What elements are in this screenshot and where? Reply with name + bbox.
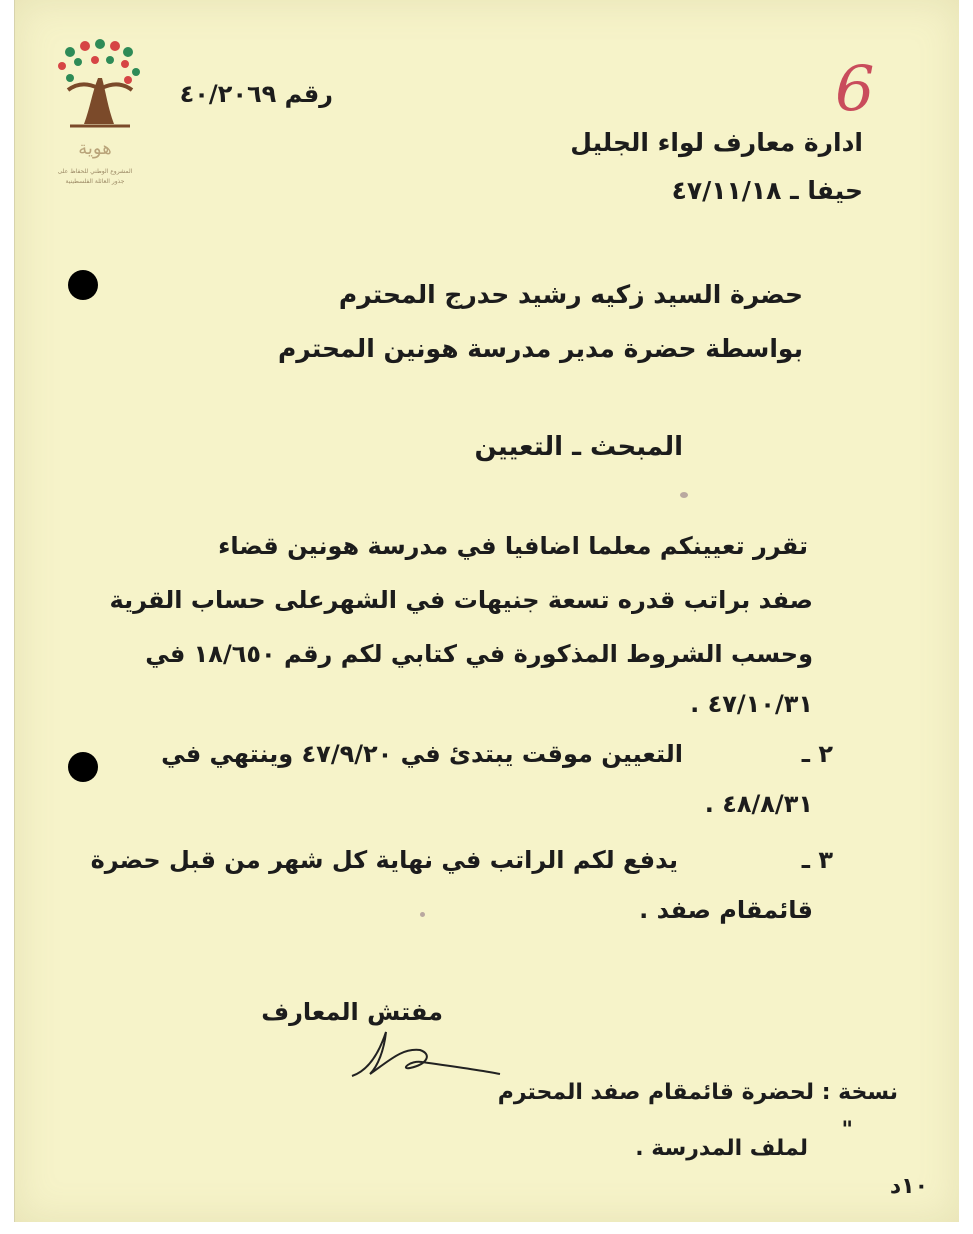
place-date: حيفا ـ ٤٧/١١/١٨ (671, 176, 863, 205)
ink-dot (680, 492, 688, 498)
office-name: ادارة معارف لواء الجليل (570, 128, 863, 157)
page-number-mark: 6 (835, 52, 875, 125)
ink-dot (420, 912, 425, 917)
signature-icon (340, 1020, 510, 1090)
logo-subtitle-1: المشروع الوطني للحفاظ على (57, 168, 133, 175)
item-number: ٢ ـ (801, 740, 833, 768)
body-line: وحسب الشروط المذكورة في كتابي لكم رقم ١٨/٦٥٠ في (145, 640, 813, 668)
footer-code: ١٠د (889, 1174, 928, 1199)
tree-logo-icon (40, 38, 150, 138)
punch-hole-bottom (68, 752, 98, 782)
archive-logo (40, 38, 150, 198)
reference-number: رقم ٤٠/٢٠٦٩ (179, 80, 333, 108)
addressee-via: بواسطة حضرة مدير مدرسة هونين المحترم (277, 334, 803, 363)
body-line: يدفع لكم الراتب في نهاية كل شهر من قبل حضرة (90, 846, 678, 874)
body-line: صفد براتب قدره تسعة جنيهات في الشهرعلى حساب القرية (109, 586, 813, 614)
addressee: حضرة السيد زكيه رشيد حدرج المحترم (338, 280, 803, 309)
body-line: تقرر تعيينكم معلما اضافيا في مدرسة هونين قضاء (218, 532, 808, 560)
copy-recipient: لملف المدرسة . (635, 1136, 808, 1161)
ditto-mark: " (841, 1118, 853, 1143)
copy-recipient: نسخة : لحضرة قائمقام صفد المحترم (497, 1080, 898, 1105)
logo-title: هوية (78, 138, 112, 159)
body-line: قائمقام صفد . (639, 896, 813, 924)
punch-hole-top (68, 270, 98, 300)
body-line: ٤٧/١٠/٣١ . (690, 690, 813, 718)
body-line: التعيين موقت يبتدئ في ٤٧/٩/٢٠ وينتهي في (161, 740, 683, 768)
body-line: ٤٨/٨/٣١ . (704, 790, 813, 818)
signatory-title: مفتش المعارف (261, 998, 443, 1026)
subject: المبحث ـ التعيين (474, 432, 683, 462)
item-number: ٣ ـ (801, 846, 833, 874)
logo-subtitle-2: جذور العائلة الفلسطينية (65, 178, 125, 185)
